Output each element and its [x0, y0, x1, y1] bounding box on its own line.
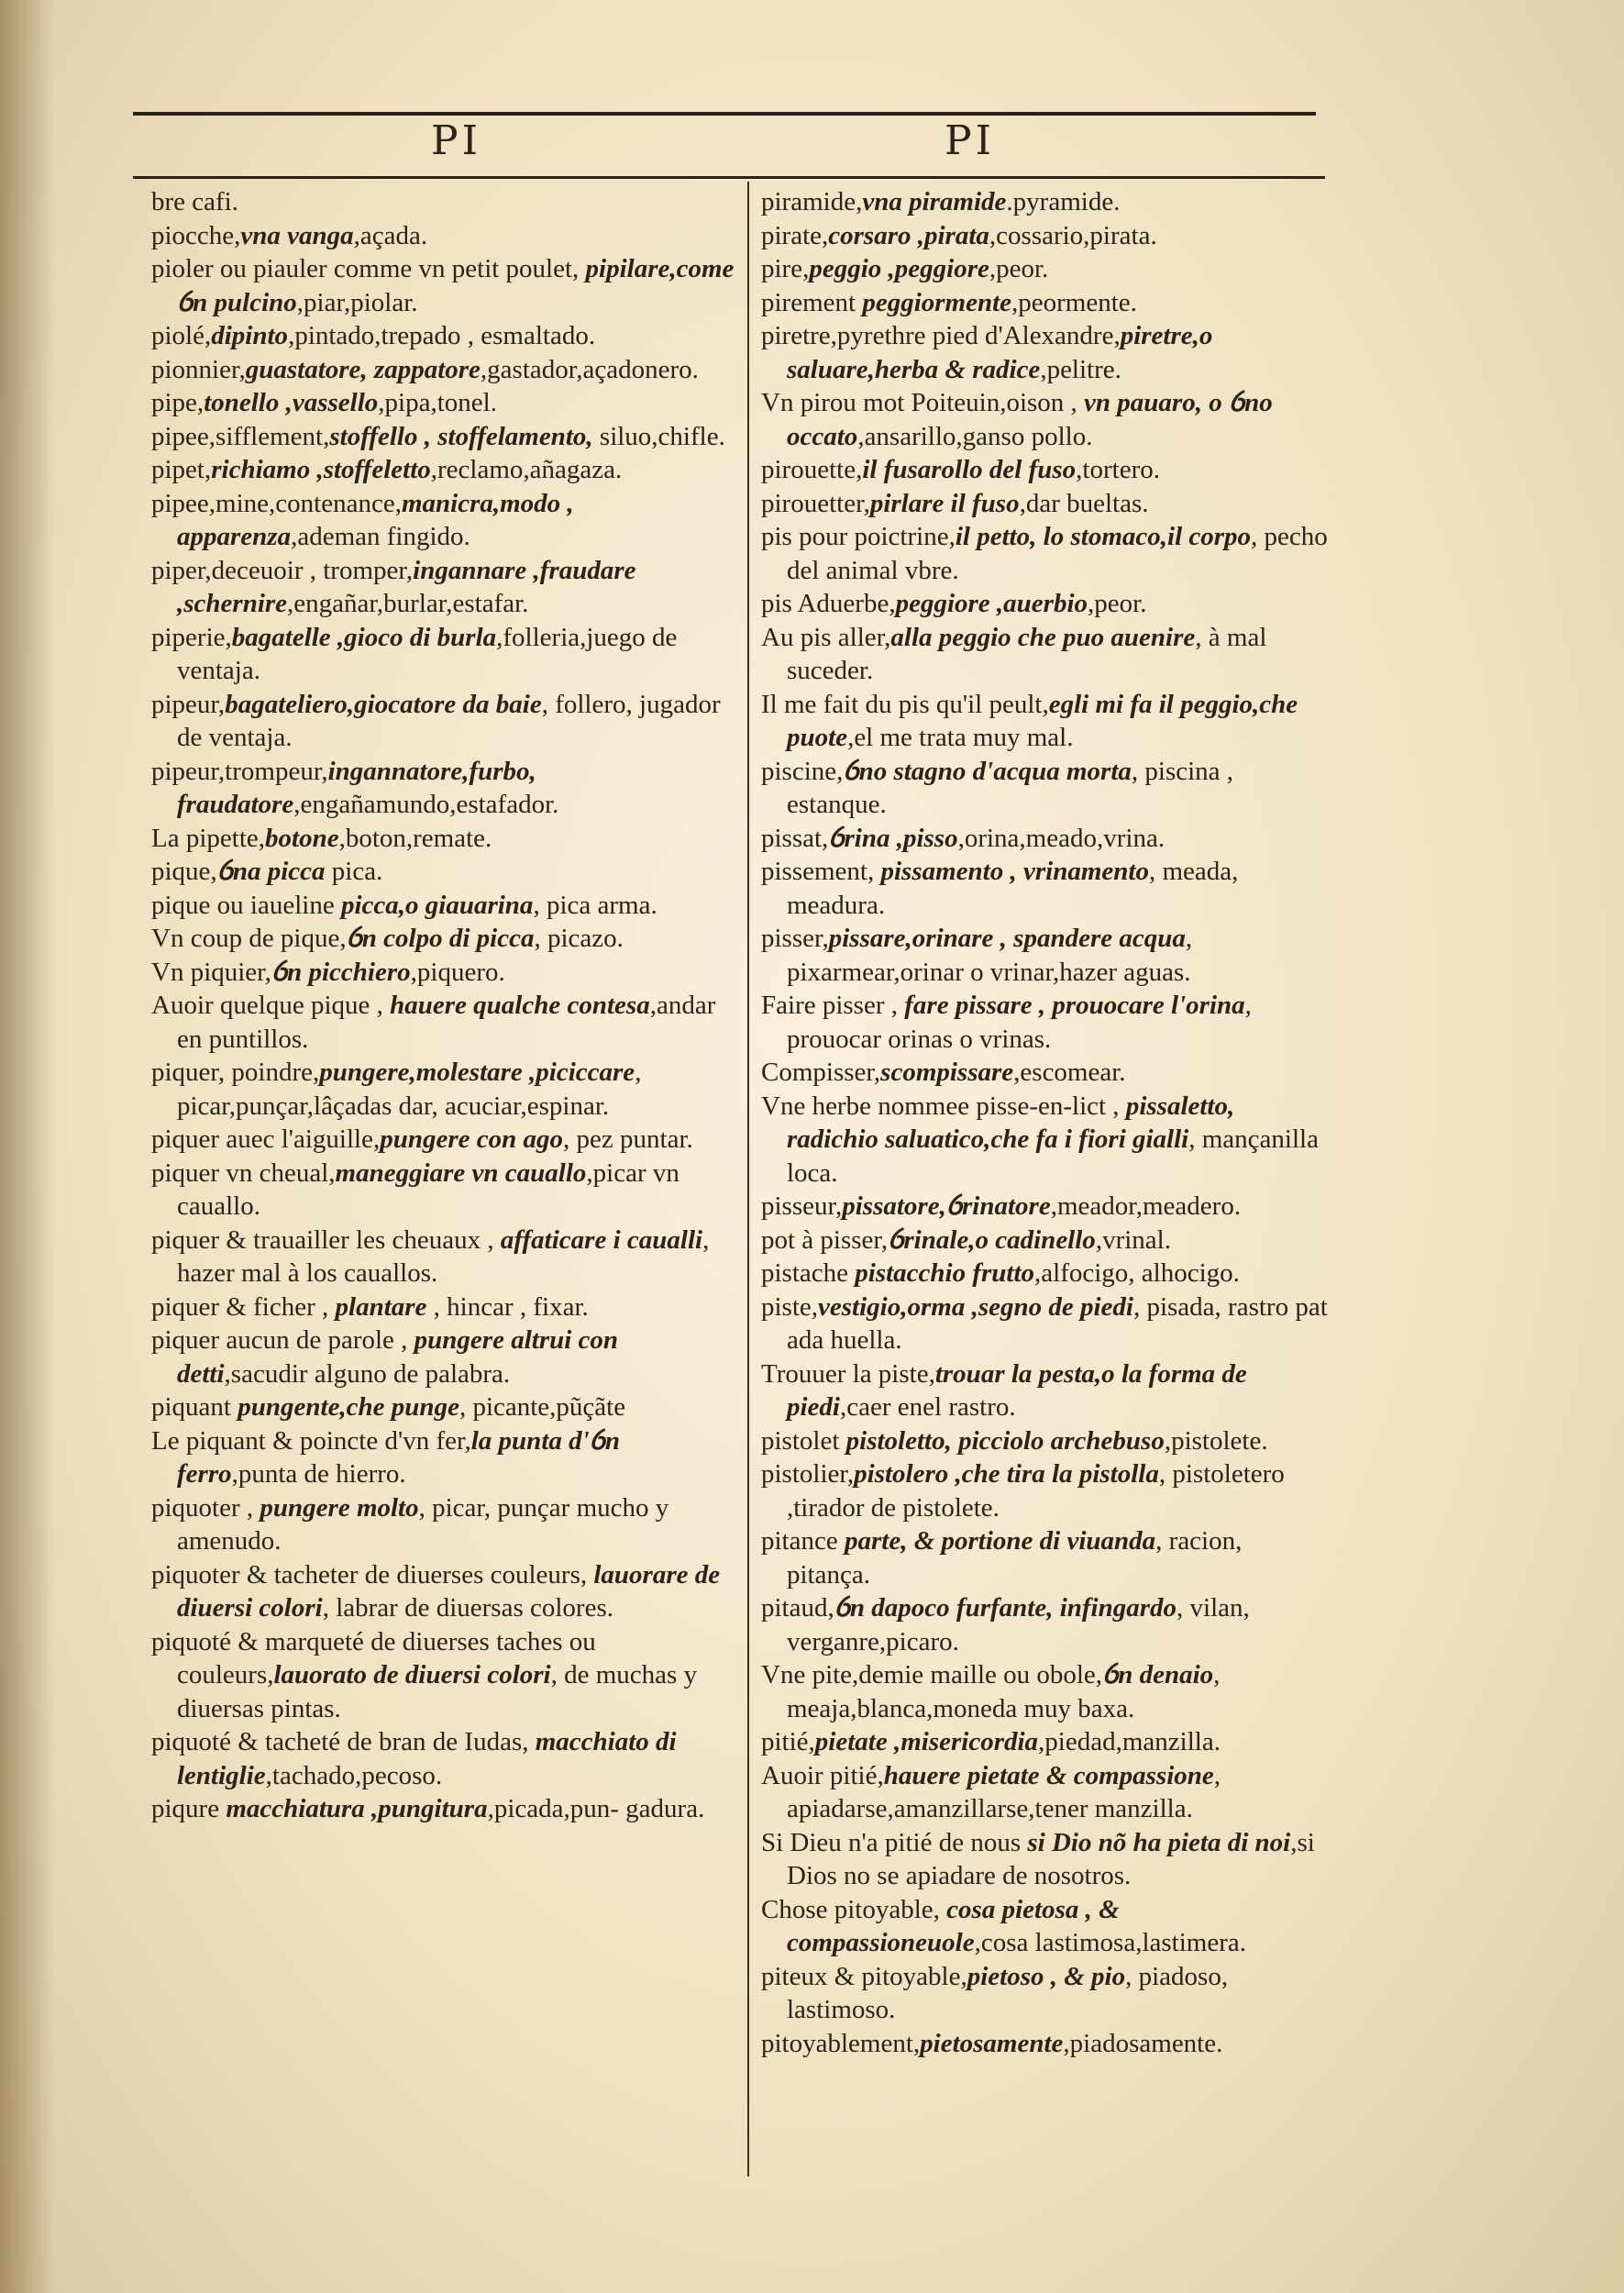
french-headword: pipeur,trompeur, [151, 756, 328, 786]
french-headword: Vn coup de pique, [151, 924, 347, 953]
dictionary-entry [761, 1056, 1330, 1090]
french-headword: piqure [151, 1794, 226, 1823]
italian-gloss: pungente,che punge [238, 1392, 459, 1422]
french-headword: Faire pisser , [761, 991, 905, 1020]
italian-gloss: si Dio nõ ha pieta di noi [1027, 1827, 1291, 1857]
dictionary-entry [151, 420, 743, 454]
italian-gloss: pissare,orinare , spandere acqua [828, 924, 1186, 953]
dictionary-entry [761, 1826, 1330, 1893]
french-headword: piquer auec l'aiguille, [151, 1124, 381, 1154]
spanish-gloss: ,piedad,manzilla. [1038, 1727, 1221, 1756]
dictionary-entry [761, 1090, 1330, 1191]
italian-gloss: pungere molto [260, 1492, 419, 1523]
spanish-gloss: ,el me trata muy mal. [847, 723, 1074, 752]
dictionary-entry [761, 1190, 1330, 1224]
french-headword: pisseur, [761, 1191, 843, 1221]
spanish-gloss: ,picar vn cauallo. [177, 1158, 679, 1221]
french-headword: pionnier, [151, 354, 246, 384]
dictionary-entry [151, 1157, 743, 1224]
spanish-gloss: , racion, pitança. [787, 1526, 1243, 1590]
dictionary-entry [151, 185, 743, 219]
french-headword: pipeur, [151, 689, 226, 719]
italian-gloss: bagatelle ,gioco di burla [231, 622, 497, 652]
french-headword: Vne pite,demie maille ou obole, [761, 1660, 1103, 1689]
french-headword: pire, [761, 254, 810, 283]
spanish-gloss: ,peor. [1088, 589, 1147, 618]
dictionary-entry [151, 252, 743, 319]
italian-gloss: scompissare [880, 1058, 1014, 1087]
spanish-gloss: , hazer mal à los cauallos. [177, 1224, 710, 1288]
spanish-gloss: ,ansarillo,ganso pollo. [857, 421, 1093, 451]
dictionary-entry [151, 386, 743, 420]
french-headword: piquoter , [151, 1492, 260, 1523]
french-headword: pipee,mine,contenance, [151, 488, 402, 518]
french-headword: piolé, [151, 321, 212, 350]
french-headword: pirouette, [761, 455, 863, 484]
dictionary-entry [151, 822, 743, 856]
spanish-gloss: , vilan, verganre,picaro. [787, 1593, 1250, 1656]
italian-gloss: peggio ,peggiore [809, 254, 989, 283]
dictionary-entry [151, 956, 743, 990]
spanish-gloss: ,engañamundo,estafador. [293, 790, 559, 819]
spanish-gloss: ,caer enel rastro. [840, 1392, 1016, 1422]
dictionary-entry [761, 1759, 1330, 1826]
spanish-gloss: ,punta de hierro. [231, 1459, 406, 1489]
italian-gloss: ỽno stagno d'acqua morta [843, 756, 1132, 786]
french-headword: piperie, [151, 622, 232, 652]
spanish-gloss: ,pelitre. [1040, 354, 1121, 384]
dictionary-entry [151, 1424, 743, 1491]
french-headword: pitoyablement, [761, 2028, 921, 2058]
french-headword: pirement [761, 287, 863, 317]
french-headword: piretre,pyrethre pied d'Alexandre, [761, 321, 1121, 350]
page-gutter-shadow [0, 0, 55, 2293]
spanish-gloss: ,folleria,juego de ventaja. [177, 622, 678, 685]
french-headword: pipe, [151, 388, 204, 417]
italian-gloss: macchiato di lentiglie [177, 1727, 677, 1790]
dictionary-entry [151, 487, 743, 554]
spanish-gloss: , à mal suceder. [787, 622, 1267, 685]
french-headword: piteux & pitoyable, [761, 1961, 967, 1991]
french-headword: piquoté & tacheté de bran de Iudas, [151, 1727, 536, 1756]
french-headword: pitaud, [761, 1593, 834, 1623]
italian-gloss: ỽn denaio [1102, 1660, 1214, 1689]
italian-gloss: tonello ,vassello [204, 388, 379, 417]
italian-gloss: pirlare il fuso [869, 488, 1020, 518]
italian-gloss: pungere,molestare ,piciccare [319, 1058, 635, 1087]
french-headword: piramide, [761, 187, 863, 216]
spanish-gloss: ,meador,meadero. [1050, 1191, 1242, 1221]
spanish-gloss: ,vrinal. [1095, 1224, 1171, 1255]
italian-gloss: ỽrinale,o cadinello [888, 1224, 1096, 1255]
italian-gloss: pistacchio frutto [855, 1258, 1035, 1288]
spanish-gloss: ,andar en puntillos. [177, 991, 716, 1054]
dictionary-entry [761, 185, 1330, 219]
spanish-gloss: ,peor. [989, 254, 1049, 283]
italian-gloss: bagateliero,giocatore da baie [225, 689, 542, 719]
french-headword: Trouuer la piste, [761, 1358, 935, 1389]
italian-gloss: parte, & portione di viuanda [844, 1526, 1156, 1556]
dictionary-entry [151, 755, 743, 822]
french-headword: pitance [761, 1526, 845, 1556]
spanish-gloss: ,tachado,pecoso. [265, 1760, 443, 1790]
dictionary-entry [761, 386, 1330, 453]
dictionary-entry [151, 922, 743, 956]
spanish-gloss: , picar, punçar mucho y amenudo. [177, 1492, 669, 1556]
french-headword: pique ou iaueline [151, 890, 341, 920]
french-headword: piquant [151, 1392, 238, 1422]
french-headword: Vne herbe nommee pisse-en-lict , [761, 1091, 1126, 1121]
dictionary-entry [151, 353, 743, 387]
italian-gloss: pistolero ,che tira la pistolla [854, 1459, 1159, 1489]
french-headword: Auoir quelque pique , [151, 991, 391, 1020]
italian-gloss: alla peggio che puo auenire [890, 622, 1196, 652]
dictionary-entry [761, 621, 1330, 688]
french-headword: piquer & trauailler les cheuaux , [151, 1224, 501, 1255]
french-headword: Le piquant & poincte d'vn fer, [151, 1425, 471, 1456]
dictionary-entry [761, 1960, 1330, 2027]
dictionary-entry [151, 1291, 743, 1324]
italian-gloss: vestigio,orma ,segno de piedi [818, 1291, 1133, 1322]
spanish-gloss: ,açada. [353, 220, 428, 250]
french-headword: pirouetter, [761, 488, 870, 518]
dictionary-entry [151, 989, 743, 1056]
spanish-gloss: ,escomear. [1013, 1058, 1126, 1087]
french-headword: Vn piquier, [151, 957, 271, 987]
dictionary-entry [151, 1558, 743, 1625]
dictionary-entry [151, 1725, 743, 1792]
dictionary-entry [151, 1390, 743, 1424]
italian-gloss: vna piramide [862, 187, 1007, 216]
spanish-gloss: ,orina,meado,vrina. [957, 823, 1166, 853]
italian-gloss: botone [265, 823, 339, 853]
italian-gloss: il petto, lo stomaco,il corpo [955, 522, 1252, 551]
dictionary-entry [761, 922, 1330, 989]
dictionary-entry [151, 219, 743, 253]
italian-gloss: fare pissare , prouocare l'orina [904, 991, 1245, 1020]
french-headword: pitié, [761, 1727, 815, 1756]
french-headword: Au pis aller, [761, 622, 891, 652]
dictionary-entry [761, 487, 1330, 521]
french-headword: Si Dieu n'a pitié de nous [761, 1827, 1028, 1857]
italian-gloss: trouar la pesta,o la forma de piedi [787, 1358, 1247, 1422]
dictionary-entry [151, 1491, 743, 1558]
italian-gloss: pistoletto, picciolo archebuso [845, 1425, 1165, 1456]
italian-gloss: guastatore, zappatore [245, 354, 481, 384]
header-rule-top [133, 112, 1316, 116]
french-headword: pioler ou piauler comme vn petit poulet, [151, 254, 586, 283]
french-headword: bre cafi. [151, 187, 238, 216]
spanish-gloss: , hincar , fixar. [426, 1291, 589, 1322]
italian-gloss: peggiore ,auerbio [895, 589, 1088, 618]
french-headword: piquer, poindre, [151, 1058, 320, 1087]
french-headword: piquer vn cheual, [151, 1158, 336, 1188]
dictionary-entry [761, 587, 1330, 621]
dictionary-entry [761, 855, 1330, 922]
italian-gloss: pietoso , & pio [967, 1961, 1126, 1991]
spanish-gloss: , pez puntar. [563, 1124, 693, 1154]
dictionary-entry [761, 1591, 1330, 1658]
dictionary-entry [761, 822, 1330, 856]
french-headword: pipet, [151, 455, 212, 484]
italian-gloss: pungere con ago [380, 1124, 564, 1154]
spanish-gloss: ,alfocigo, alhocigo. [1034, 1258, 1240, 1288]
french-headword: pipee,sifflement, [151, 421, 330, 451]
french-headword: pisser, [761, 924, 829, 953]
italian-gloss: ỽrina ,pisso [828, 823, 958, 853]
italian-gloss: pissaletto, radichio saluatico,che fa i fiori gialli [787, 1091, 1235, 1154]
spanish-gloss: , mançanilla loca. [787, 1124, 1319, 1188]
dictionary-entry [761, 989, 1330, 1056]
spanish-gloss: ,si Dios no se apiadare de nosotros. [787, 1827, 1315, 1890]
italian-gloss: la punta d'ỽn ferro [177, 1425, 620, 1489]
spanish-gloss: ,piar,piolar. [296, 287, 418, 317]
dictionary-entry [761, 453, 1330, 487]
spanish-gloss: , follero, jugador de ventaja. [177, 689, 721, 752]
italian-gloss: ingannare ,fraudare ,schernire [177, 555, 636, 618]
french-headword: pissement, [761, 857, 881, 886]
spanish-gloss: ,pistolete. [1164, 1425, 1268, 1456]
left-column [151, 185, 743, 1826]
spanish-gloss: pica. [325, 857, 383, 886]
french-headword: piocche, [151, 220, 241, 250]
spanish-gloss: ,ademan fingido. [291, 522, 470, 551]
french-headword: pique, [151, 857, 217, 886]
dictionary-entry [151, 1224, 743, 1291]
italian-gloss: ỽn picchiero [271, 957, 411, 987]
dictionary-entry [761, 319, 1330, 386]
dictionary-entry [151, 621, 743, 688]
spanish-gloss: ,boton,remate. [338, 823, 492, 853]
spanish-gloss: , apiadarse,amanzillarse,tener manzilla. [787, 1760, 1221, 1823]
spanish-gloss: , piadoso, lastimoso. [787, 1961, 1229, 2024]
spanish-gloss: ,piadosamente. [1063, 2028, 1223, 2058]
spanish-gloss: , labrar de diuersas colores. [322, 1593, 613, 1623]
italian-gloss: cosa pietosa , & compassioneuole [787, 1894, 1120, 1957]
dictionary-entry [761, 1257, 1330, 1291]
dictionary-entry [151, 889, 743, 923]
spanish-gloss: ,cossario,pirata. [989, 220, 1157, 250]
spanish-gloss: ,piquero. [410, 957, 505, 987]
dictionary-entry [151, 1324, 743, 1390]
french-headword: piquer aucun de parole , [151, 1325, 414, 1355]
french-headword: pis pour poictrine, [761, 522, 956, 551]
dictionary-entry [151, 855, 743, 889]
french-headword: pistolier, [761, 1459, 855, 1489]
french-headword: pistolet [761, 1425, 846, 1456]
spanish-gloss: ,picada,pun- gadura. [487, 1794, 705, 1823]
header-rule-bottom [133, 176, 1325, 179]
spanish-gloss: ,dar bueltas. [1019, 488, 1149, 518]
dictionary-entry [761, 286, 1330, 320]
french-headword: pistache [761, 1258, 856, 1288]
column-divider [747, 182, 749, 2177]
spanish-gloss: , picar,punçar,lâçadas dar, acuciar,espinar. [177, 1058, 642, 1121]
spanish-gloss: ,gastador,açadonero. [480, 354, 699, 384]
running-head-right: PI [945, 117, 995, 164]
italian-gloss: ingannatore,furbo, fraudatore [177, 756, 536, 819]
italian-gloss: pissatore,ỽrinatore [842, 1191, 1051, 1221]
spanish-gloss: , meada, meadura. [787, 857, 1239, 920]
italian-gloss: ỽn dapoco furfante, infingardo [834, 1593, 1177, 1623]
french-headword: piper,deceuoir , tromper, [151, 555, 414, 585]
dictionary-entry [151, 554, 743, 621]
italian-gloss: piretre,o saluare,herba & radice [787, 321, 1213, 384]
spanish-gloss: , pisada, rastro pat ada huella. [787, 1291, 1328, 1355]
dictionary-entry [761, 755, 1330, 822]
italian-gloss: pipilare,come ỽn pulcino [177, 254, 735, 317]
dictionary-entry [761, 1524, 1330, 1591]
french-headword: pissat, [761, 823, 829, 853]
spanish-gloss: .pyramide. [1006, 187, 1121, 216]
french-headword: pot à pisser, [761, 1224, 889, 1255]
french-headword: pirate, [761, 220, 829, 250]
italian-gloss: pietate ,misericordia [814, 1727, 1039, 1756]
spanish-gloss: , piscina , estanque. [787, 756, 1234, 819]
dictionary-entry [761, 1424, 1330, 1458]
french-headword: piste, [761, 1291, 819, 1322]
french-headword: Chose pitoyable, [761, 1894, 947, 1924]
spanish-gloss: siluo,chifle. [592, 421, 725, 451]
spanish-gloss: , pecho del animal vbre. [787, 522, 1328, 585]
dictionary-entry [761, 2027, 1330, 2061]
spanish-gloss: , prouocar orinas o vrinas. [787, 991, 1252, 1054]
french-headword: Auoir pitié, [761, 1760, 884, 1790]
spanish-gloss: ,reclamo,añagaza. [430, 455, 623, 484]
italian-gloss: pietosamente [920, 2028, 1064, 2058]
french-headword: pis Aduerbe, [761, 589, 896, 618]
italian-gloss: vna vanga [240, 220, 354, 250]
dictionary-entry [151, 319, 743, 353]
dictionary-entry [761, 1224, 1330, 1257]
italian-gloss: maneggiare vn cauallo [335, 1158, 587, 1188]
italian-gloss: il fusarollo del fuso [862, 455, 1077, 484]
dictionary-entry [761, 1658, 1330, 1725]
dictionary-entry [761, 1357, 1330, 1424]
spanish-gloss: , pistoletero ,tirador de pistolete. [787, 1459, 1285, 1523]
french-headword: La pipette, [151, 823, 266, 853]
french-headword: Vn pirou mot Poiteuin,oison , [761, 388, 1085, 417]
french-headword: Compisser, [761, 1058, 881, 1087]
spanish-gloss: , pica arma. [533, 890, 657, 920]
right-column [761, 185, 1330, 2060]
italian-gloss: plantare [335, 1291, 427, 1322]
french-headword: piquer & ficher , [151, 1291, 336, 1322]
spanish-gloss: ,engañar,burlar,estafar. [287, 589, 529, 618]
spanish-gloss: ,pipa,tonel. [378, 388, 497, 417]
spanish-gloss: ,peormente. [1011, 287, 1137, 317]
italian-gloss: pungere altrui con detti [177, 1325, 619, 1389]
spanish-gloss: , de muchas y diuersas pintas. [177, 1660, 698, 1723]
italian-gloss: lauorato de diuersi colori [273, 1660, 551, 1689]
italian-gloss: hauere pietate & compassione [883, 1760, 1214, 1790]
french-headword: piscine, [761, 756, 844, 786]
dictionary-entry [151, 453, 743, 487]
italian-gloss: pissamento , vrinamento [880, 857, 1149, 886]
dictionary-entry [761, 252, 1330, 286]
italian-gloss: affaticare i caualli [500, 1224, 703, 1255]
italian-gloss: picca,o giauarina [340, 890, 534, 920]
italian-gloss: stoffello , stoffelamento, [329, 421, 593, 451]
dictionary-entry [761, 1893, 1330, 1960]
spanish-gloss: ,cosa lastimosa,lastimera. [974, 1928, 1246, 1957]
french-headword: piquoté & marqueté de diuerses taches ou couleurs, [151, 1626, 596, 1689]
italian-gloss: vn pauaro, o ỽno occato [787, 388, 1273, 451]
spanish-gloss: ,sacudir alguno de palabra. [224, 1358, 511, 1389]
dictionary-entry [151, 1792, 743, 1826]
dictionary-entry [761, 688, 1330, 755]
dictionary-entry [761, 1291, 1330, 1357]
dictionary-entry [151, 1056, 743, 1123]
italian-gloss: hauere qualche contesa [390, 991, 650, 1020]
dictionary-entry [761, 1457, 1330, 1524]
spanish-gloss: , picante,pũçãte [458, 1392, 626, 1422]
dictionary-entry [761, 219, 1330, 253]
french-headword: piquoter & tacheter de diuerses couleurs, [151, 1559, 594, 1590]
dictionary-entry [761, 520, 1330, 587]
italian-gloss: corsaro ,pirata [828, 220, 989, 250]
dictionary-entry [151, 1123, 743, 1157]
italian-gloss: egli mi fa il peggio,che puote [787, 689, 1298, 752]
italian-gloss: ỽna picca [216, 857, 326, 886]
spanish-gloss: , meaja,blanca,moneda muy baxa. [787, 1660, 1221, 1723]
spanish-gloss: ,pintado,trepado , esmaltado. [288, 321, 596, 350]
spanish-gloss: ,tortero. [1076, 455, 1160, 484]
italian-gloss: dipinto [211, 321, 289, 350]
italian-gloss: macchiatura ,pungitura [226, 1794, 488, 1823]
spanish-gloss: , pixarmear,orinar o vrinar,hazer aguas. [787, 924, 1193, 987]
dictionary-entry [151, 688, 743, 755]
italian-gloss: ỽn colpo di picca [346, 924, 535, 953]
italian-gloss: manicra,modo , apparenza [177, 488, 574, 551]
italian-gloss: richiamo ,stoffeletto [211, 455, 431, 484]
running-head-left: PI [431, 117, 481, 164]
dictionary-entry [151, 1625, 743, 1726]
french-headword: Il me fait du pis qu'il peult, [761, 689, 1049, 719]
dictionary-entry [761, 1725, 1330, 1759]
spanish-gloss: , picazo. [534, 924, 624, 953]
italian-gloss: peggiormente [862, 287, 1012, 317]
italian-gloss: lauorare de diuersi colori [177, 1559, 721, 1623]
